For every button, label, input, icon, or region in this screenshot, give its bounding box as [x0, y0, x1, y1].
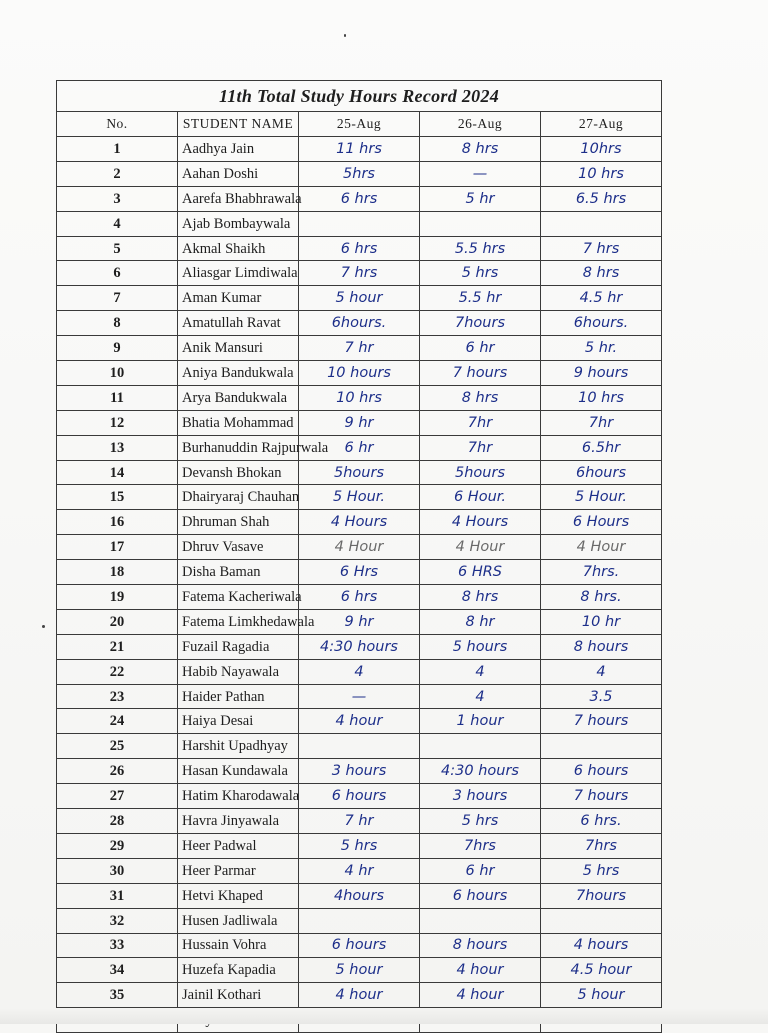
row-number: 5	[57, 236, 178, 261]
hours-25-aug: 3 hours	[299, 759, 420, 784]
page-edge	[0, 1008, 768, 1024]
hours-27-aug: 10 hr	[541, 609, 662, 634]
hours-27-aug: 7hrs	[541, 833, 662, 858]
hours-25-aug: 5 Hour.	[299, 485, 420, 510]
hours-25-aug	[299, 211, 420, 236]
hours-26-aug: 8 hrs	[420, 385, 541, 410]
row-number: 6	[57, 261, 178, 286]
student-name: Aliasgar Limdiwala	[178, 261, 299, 286]
student-name: Dhruman Shah	[178, 510, 299, 535]
hours-27-aug: 6 hrs.	[541, 809, 662, 834]
row-number: 10	[57, 361, 178, 386]
student-name: Aniya Bandukwala	[178, 361, 299, 386]
row-number: 12	[57, 410, 178, 435]
table-row	[57, 236, 662, 261]
row-number: 24	[57, 709, 178, 734]
table-row	[57, 659, 662, 684]
table-row	[57, 261, 662, 286]
table-row	[57, 286, 662, 311]
table-body	[57, 137, 662, 1033]
student-name: Heer Padwal	[178, 833, 299, 858]
row-number: 15	[57, 485, 178, 510]
table-row	[57, 883, 662, 908]
table-row	[57, 784, 662, 809]
hours-27-aug: 6 hours	[541, 759, 662, 784]
hours-27-aug: 5 hour	[541, 983, 662, 1008]
hours-26-aug: 6 Hour.	[420, 485, 541, 510]
student-name: Hasan Kundawala	[178, 759, 299, 784]
student-name: Fuzail Ragadia	[178, 634, 299, 659]
hours-25-aug: 4 hr	[299, 858, 420, 883]
student-name: Aman Kumar	[178, 286, 299, 311]
row-number: 17	[57, 535, 178, 560]
hours-27-aug: 6 Hours	[541, 510, 662, 535]
hours-27-aug: 5 hr.	[541, 336, 662, 361]
hours-25-aug	[299, 908, 420, 933]
hours-26-aug: 6 hr	[420, 336, 541, 361]
hours-25-aug: 5hours	[299, 460, 420, 485]
row-number: 3	[57, 186, 178, 211]
hours-27-aug: 3.5	[541, 684, 662, 709]
hours-27-aug: 10 hrs	[541, 385, 662, 410]
hours-27-aug: 4 Hour	[541, 535, 662, 560]
hours-26-aug: 5 hrs	[420, 809, 541, 834]
hours-27-aug: 7hr	[541, 410, 662, 435]
hours-26-aug: 3 hours	[420, 784, 541, 809]
hours-25-aug: 9 hr	[299, 410, 420, 435]
student-name: Habib Nayawala	[178, 659, 299, 684]
row-number: 35	[57, 983, 178, 1008]
row-number: 18	[57, 560, 178, 585]
hours-25-aug: —	[299, 684, 420, 709]
hours-25-aug: 4 Hour	[299, 535, 420, 560]
hours-25-aug: 9 hr	[299, 609, 420, 634]
hours-26-aug	[420, 908, 541, 933]
hours-26-aug: 5 hrs	[420, 261, 541, 286]
hours-27-aug: 4.5 hour	[541, 958, 662, 983]
student-name: Disha Baman	[178, 560, 299, 585]
hours-25-aug: 6hours.	[299, 311, 420, 336]
student-name: Devansh Bhokan	[178, 460, 299, 485]
student-name: Aarefa Bhabhrawala	[178, 186, 299, 211]
student-name: Fatema Limkhedawala	[178, 609, 299, 634]
table-row	[57, 211, 662, 236]
hours-26-aug: 7hr	[420, 435, 541, 460]
row-number: 30	[57, 858, 178, 883]
header-student-name: STUDENT NAME	[178, 112, 299, 137]
hours-26-aug: —	[420, 161, 541, 186]
hours-25-aug: 7 hr	[299, 809, 420, 834]
hours-25-aug: 5 hour	[299, 958, 420, 983]
table-row	[57, 560, 662, 585]
hours-25-aug: 6 hrs	[299, 236, 420, 261]
hours-25-aug: 6 Hrs	[299, 560, 420, 585]
table-row	[57, 709, 662, 734]
table-row	[57, 585, 662, 610]
row-number: 21	[57, 634, 178, 659]
hours-25-aug: 4 hour	[299, 983, 420, 1008]
row-number: 13	[57, 435, 178, 460]
hours-26-aug: 4 Hours	[420, 510, 541, 535]
row-number: 7	[57, 286, 178, 311]
hours-27-aug: 8 hours	[541, 634, 662, 659]
hours-26-aug: 4 hour	[420, 958, 541, 983]
hours-27-aug: 9 hours	[541, 361, 662, 386]
row-number: 2	[57, 161, 178, 186]
row-number: 19	[57, 585, 178, 610]
hours-26-aug	[420, 734, 541, 759]
hours-26-aug: 8 hrs	[420, 585, 541, 610]
student-name: Heer Parmar	[178, 858, 299, 883]
table-row	[57, 410, 662, 435]
header-date-3: 27-Aug	[541, 112, 662, 137]
hours-25-aug: 6 hours	[299, 784, 420, 809]
table-row	[57, 684, 662, 709]
student-name: Hetvi Khaped	[178, 883, 299, 908]
hours-27-aug: 4 hours	[541, 933, 662, 958]
hours-26-aug: 6 HRS	[420, 560, 541, 585]
table-row	[57, 186, 662, 211]
student-name: Anik Mansuri	[178, 336, 299, 361]
hours-26-aug: 8 hours	[420, 933, 541, 958]
row-number: 34	[57, 958, 178, 983]
hours-26-aug: 4	[420, 684, 541, 709]
table-row	[57, 734, 662, 759]
hours-26-aug: 8 hr	[420, 609, 541, 634]
hours-25-aug	[299, 734, 420, 759]
row-number: 27	[57, 784, 178, 809]
hours-26-aug: 7hrs	[420, 833, 541, 858]
student-name: Dhruv Vasave	[178, 535, 299, 560]
student-name: Harshit Upadhyay	[178, 734, 299, 759]
hours-25-aug: 5 hrs	[299, 833, 420, 858]
hours-27-aug	[541, 211, 662, 236]
student-name: Bhatia Mohammad	[178, 410, 299, 435]
student-name: Aadhya Jain	[178, 137, 299, 162]
table-row	[57, 858, 662, 883]
table-row	[57, 510, 662, 535]
row-number: 25	[57, 734, 178, 759]
row-number: 8	[57, 311, 178, 336]
hours-25-aug: 10 hrs	[299, 385, 420, 410]
hours-25-aug: 4:30 hours	[299, 634, 420, 659]
hours-27-aug: 10hrs	[541, 137, 662, 162]
hours-26-aug: 5 hr	[420, 186, 541, 211]
hours-27-aug: 6hours	[541, 460, 662, 485]
scan-speck	[42, 625, 45, 628]
hours-26-aug	[420, 211, 541, 236]
hours-25-aug: 7 hr	[299, 336, 420, 361]
hours-26-aug: 5hours	[420, 460, 541, 485]
row-number: 4	[57, 211, 178, 236]
row-number: 14	[57, 460, 178, 485]
header-no: No.	[57, 112, 178, 137]
row-number: 28	[57, 809, 178, 834]
hours-25-aug: 5 hour	[299, 286, 420, 311]
hours-27-aug: 6hours.	[541, 311, 662, 336]
row-number: 11	[57, 385, 178, 410]
hours-25-aug: 5hrs	[299, 161, 420, 186]
student-name: Havra Jinyawala	[178, 809, 299, 834]
table-row	[57, 485, 662, 510]
table-title: 11th Total Study Hours Record 2024	[57, 81, 662, 112]
table-row	[57, 933, 662, 958]
row-number: 26	[57, 759, 178, 784]
table-row	[57, 361, 662, 386]
hours-27-aug: 4	[541, 659, 662, 684]
study-hours-table	[56, 80, 662, 1033]
hours-26-aug: 8 hrs	[420, 137, 541, 162]
student-name: Burhanuddin Rajpurwala	[178, 435, 299, 460]
row-number: 31	[57, 883, 178, 908]
hours-26-aug: 4 hour	[420, 983, 541, 1008]
table-row	[57, 983, 662, 1008]
hours-27-aug: 7 hours	[541, 709, 662, 734]
row-number: 16	[57, 510, 178, 535]
student-name: Ajab Bombaywala	[178, 211, 299, 236]
hours-27-aug	[541, 908, 662, 933]
table-row	[57, 759, 662, 784]
table-row	[57, 161, 662, 186]
hours-26-aug: 7hours	[420, 311, 541, 336]
hours-27-aug	[541, 734, 662, 759]
table-row	[57, 435, 662, 460]
student-name: Huzefa Kapadia	[178, 958, 299, 983]
hours-26-aug: 5.5 hr	[420, 286, 541, 311]
table-row	[57, 958, 662, 983]
hours-27-aug: 10 hrs	[541, 161, 662, 186]
student-name: Dhairyaraj Chauhan	[178, 485, 299, 510]
scan-speck	[344, 34, 346, 37]
hours-25-aug: 7 hrs	[299, 261, 420, 286]
hours-25-aug: 4 Hours	[299, 510, 420, 535]
table-row	[57, 137, 662, 162]
header-date-1: 25-Aug	[299, 112, 420, 137]
hours-27-aug: 5 hrs	[541, 858, 662, 883]
row-number: 20	[57, 609, 178, 634]
hours-25-aug: 6 hrs	[299, 186, 420, 211]
hours-25-aug: 4	[299, 659, 420, 684]
hours-26-aug: 7 hours	[420, 361, 541, 386]
hours-25-aug: 6 hours	[299, 933, 420, 958]
header-date-2: 26-Aug	[420, 112, 541, 137]
hours-26-aug: 7hr	[420, 410, 541, 435]
hours-25-aug: 4hours	[299, 883, 420, 908]
table-row	[57, 609, 662, 634]
hours-27-aug: 4.5 hr	[541, 286, 662, 311]
student-name: Haiya Desai	[178, 709, 299, 734]
hours-26-aug: 6 hr	[420, 858, 541, 883]
table-row	[57, 908, 662, 933]
hours-26-aug: 5.5 hrs	[420, 236, 541, 261]
hours-27-aug: 6.5 hrs	[541, 186, 662, 211]
hours-27-aug: 7hrs.	[541, 560, 662, 585]
header-row	[57, 112, 662, 137]
table-row	[57, 809, 662, 834]
hours-26-aug: 4:30 hours	[420, 759, 541, 784]
hours-27-aug: 6.5hr	[541, 435, 662, 460]
hours-25-aug: 11 hrs	[299, 137, 420, 162]
table-row	[57, 535, 662, 560]
student-name: Hussain Vohra	[178, 933, 299, 958]
table-row	[57, 833, 662, 858]
student-name: Jainil Kothari	[178, 983, 299, 1008]
hours-27-aug: 7hours	[541, 883, 662, 908]
row-number: 33	[57, 933, 178, 958]
student-name: Fatema Kacheriwala	[178, 585, 299, 610]
hours-25-aug: 6 hr	[299, 435, 420, 460]
student-name: Arya Bandukwala	[178, 385, 299, 410]
hours-26-aug: 1 hour	[420, 709, 541, 734]
table-row	[57, 336, 662, 361]
hours-27-aug: 8 hrs.	[541, 585, 662, 610]
hours-25-aug: 4 hour	[299, 709, 420, 734]
row-number: 23	[57, 684, 178, 709]
row-number: 9	[57, 336, 178, 361]
table-row	[57, 385, 662, 410]
hours-27-aug: 7 hours	[541, 784, 662, 809]
student-name: Aahan Doshi	[178, 161, 299, 186]
hours-25-aug: 10 hours	[299, 361, 420, 386]
row-number: 32	[57, 908, 178, 933]
student-name: Amatullah Ravat	[178, 311, 299, 336]
hours-25-aug: 6 hrs	[299, 585, 420, 610]
hours-27-aug: 8 hrs	[541, 261, 662, 286]
hours-27-aug: 5 Hour.	[541, 485, 662, 510]
student-name: Akmal Shaikh	[178, 236, 299, 261]
table-row	[57, 460, 662, 485]
row-number: 29	[57, 833, 178, 858]
student-name: Haider Pathan	[178, 684, 299, 709]
hours-27-aug: 7 hrs	[541, 236, 662, 261]
table-row	[57, 311, 662, 336]
row-number: 1	[57, 137, 178, 162]
row-number: 22	[57, 659, 178, 684]
table-row	[57, 634, 662, 659]
hours-26-aug: 4	[420, 659, 541, 684]
student-name: Husen Jadliwala	[178, 908, 299, 933]
hours-26-aug: 6 hours	[420, 883, 541, 908]
hours-26-aug: 5 hours	[420, 634, 541, 659]
hours-26-aug: 4 Hour	[420, 535, 541, 560]
student-name: Hatim Kharodawala	[178, 784, 299, 809]
